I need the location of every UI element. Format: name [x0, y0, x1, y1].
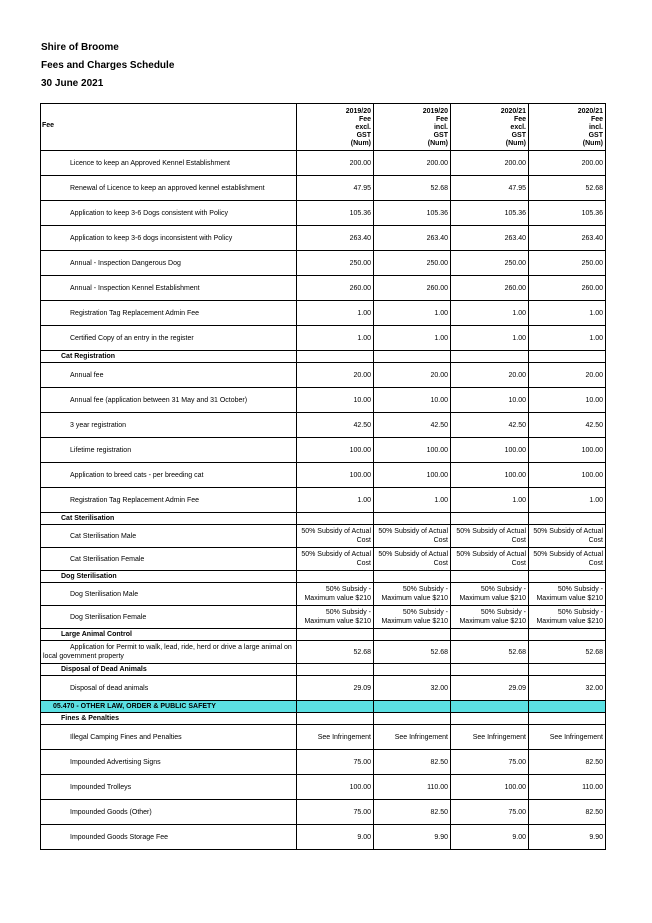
- fee-label: Registration Tag Replacement Admin Fee: [70, 309, 200, 317]
- section-header-row: [41, 664, 606, 676]
- section-label: Cat Sterilisation: [61, 515, 115, 522]
- fee-label: Annual - Inspection Kennel Establishment: [70, 284, 200, 292]
- fee-cell: [41, 413, 297, 438]
- column-header-line: 2019/20: [422, 108, 448, 115]
- table-row: [41, 725, 606, 750]
- fee-value-cell: [374, 351, 451, 363]
- fee-value-cell: 1.00: [374, 301, 451, 326]
- department-header-row: [41, 701, 606, 713]
- table-row: [41, 548, 606, 571]
- fee-value-cell: 47.95: [297, 176, 374, 201]
- fee-value-cell: 100.00: [297, 775, 374, 800]
- fee-value-cell: 82.50: [529, 800, 606, 825]
- section-label: Fines & Penalties: [61, 715, 119, 722]
- fee-label: Application to breed cats - per breeding cat: [70, 471, 204, 479]
- fee-value-cell: 110.00: [374, 775, 451, 800]
- table-row: [41, 251, 606, 276]
- fee-value-cell: 42.50: [297, 413, 374, 438]
- fee-value-cell: 105.36: [297, 201, 374, 226]
- fee-label: 3 year registration: [70, 421, 127, 429]
- fee-value-cell: [374, 664, 451, 676]
- column-header-line: excl.: [355, 124, 371, 131]
- fee-value-cell: 75.00: [297, 750, 374, 775]
- fee-value-cell: 250.00: [529, 251, 606, 276]
- table-row: [41, 606, 606, 629]
- fee-value-cell: 75.00: [451, 800, 529, 825]
- fee-value-cell: 50% Subsidy of Actual Cost: [374, 525, 451, 548]
- fee-value-cell: [297, 701, 374, 713]
- fee-value-cell: 1.00: [374, 326, 451, 351]
- fee-value-cell: [451, 513, 529, 525]
- fee-value-cell: [529, 351, 606, 363]
- fee-cell: [41, 701, 297, 713]
- fee-cell: [41, 725, 297, 750]
- fee-value-cell: 100.00: [529, 463, 606, 488]
- fee-value-cell: 105.36: [451, 201, 529, 226]
- column-header-line: GST: [511, 132, 526, 139]
- fee-value-cell: 10.00: [297, 388, 374, 413]
- fee-value-cell: 1.00: [374, 488, 451, 513]
- fee-value-cell: 50% Subsidy of Actual Cost: [297, 548, 374, 571]
- table-row: [41, 676, 606, 701]
- fee-value-cell: 29.09: [297, 676, 374, 701]
- fee-value-cell: 100.00: [451, 775, 529, 800]
- fee-cell: [41, 775, 297, 800]
- column-header-line: excl.: [510, 124, 526, 131]
- fee-value-cell: See Infringement: [451, 725, 529, 750]
- fee-value-cell: 52.68: [374, 641, 451, 664]
- fee-value-cell: 50% Subsidy - Maximum value $210: [529, 606, 606, 629]
- fee-value-cell: 100.00: [451, 463, 529, 488]
- fee-value-cell: 1.00: [451, 301, 529, 326]
- fee-label: Dog Sterilisation Male: [70, 590, 139, 598]
- table-row: [41, 388, 606, 413]
- fee-value-cell: [529, 664, 606, 676]
- fee-cell: [41, 606, 297, 629]
- fee-value-cell: 50% Subsidy - Maximum value $210: [297, 583, 374, 606]
- fee-label: Impounded Goods (Other): [70, 808, 152, 816]
- fee-cell: [41, 641, 297, 664]
- fee-value-cell: 20.00: [529, 363, 606, 388]
- table-row: [41, 488, 606, 513]
- fee-value-cell: 50% Subsidy - Maximum value $210: [451, 606, 529, 629]
- fee-value-cell: 52.68: [374, 176, 451, 201]
- fee-label: Impounded Goods Storage Fee: [70, 833, 169, 841]
- fee-value-cell: 9.00: [451, 825, 529, 850]
- fee-value-cell: 52.68: [297, 641, 374, 664]
- fee-label: Application for Permit to walk, lead, ride, herd or drive a large animal on local government property: [43, 644, 292, 660]
- fee-label: Application to keep 3-6 Dogs consistent with Policy: [70, 209, 228, 217]
- table-row: [41, 151, 606, 176]
- fee-value-cell: 50% Subsidy of Actual Cost: [529, 548, 606, 571]
- fee-value-cell: 250.00: [297, 251, 374, 276]
- section-header-row: [41, 713, 606, 725]
- fee-cell: [41, 571, 297, 583]
- table-row: [41, 413, 606, 438]
- fee-value-cell: See Infringement: [374, 725, 451, 750]
- fee-value-cell: 20.00: [297, 363, 374, 388]
- fee-label: Dog Sterilisation Female: [70, 613, 147, 621]
- fee-value-cell: 1.00: [451, 326, 529, 351]
- fee-value-cell: [374, 629, 451, 641]
- section-header-row: [41, 351, 606, 363]
- fee-value-cell: See Infringement: [297, 725, 374, 750]
- fee-value-cell: 260.00: [297, 276, 374, 301]
- org-name: Shire of Broome: [41, 42, 119, 53]
- fee-value-cell: 29.09: [451, 676, 529, 701]
- section-label: Cat Registration: [61, 353, 116, 360]
- fee-value-cell: [529, 629, 606, 641]
- fee-value-cell: 263.40: [529, 226, 606, 251]
- fee-cell: [41, 226, 297, 251]
- fee-cell: [41, 800, 297, 825]
- fee-value-cell: 250.00: [451, 251, 529, 276]
- fee-cell: [41, 176, 297, 201]
- table-body: [41, 151, 606, 850]
- fee-value-cell: 82.50: [374, 750, 451, 775]
- fee-value-cell: [374, 571, 451, 583]
- table-row: [41, 201, 606, 226]
- fee-cell: [41, 251, 297, 276]
- fee-value-cell: 100.00: [451, 438, 529, 463]
- fee-value-cell: 1.00: [451, 488, 529, 513]
- fee-value-cell: [297, 713, 374, 725]
- fee-cell: [41, 151, 297, 176]
- column-header-2019-20-excl: [297, 104, 374, 151]
- fee-cell: [41, 463, 297, 488]
- column-header-line: Fee: [435, 116, 448, 123]
- fee-cell: [41, 750, 297, 775]
- fee-label: Registration Tag Replacement Admin Fee: [70, 496, 200, 504]
- department-label: 05.470 - OTHER LAW, ORDER & PUBLIC SAFETY: [53, 703, 216, 710]
- fee-value-cell: 47.95: [451, 176, 529, 201]
- table-row: [41, 775, 606, 800]
- fee-cell: [41, 388, 297, 413]
- fee-cell: [41, 525, 297, 548]
- fee-value-cell: [297, 664, 374, 676]
- fee-value-cell: 52.68: [451, 641, 529, 664]
- fee-value-cell: 82.50: [529, 750, 606, 775]
- fee-value-cell: 50% Subsidy of Actual Cost: [451, 548, 529, 571]
- fee-label: Licence to keep an Approved Kennel Establishment: [70, 159, 230, 167]
- fee-cell: [41, 326, 297, 351]
- fee-label: Annual - Inspection Dangerous Dog: [70, 259, 181, 267]
- fee-value-cell: [297, 513, 374, 525]
- column-header-line: Fee: [513, 116, 526, 123]
- fee-value-cell: [529, 713, 606, 725]
- column-header-line: 2019/20: [345, 108, 371, 115]
- table-row: [41, 363, 606, 388]
- fee-value-cell: [451, 701, 529, 713]
- fee-cell: [41, 629, 297, 641]
- fee-value-cell: 42.50: [529, 413, 606, 438]
- fee-value-cell: 42.50: [451, 413, 529, 438]
- table-row: [41, 463, 606, 488]
- fee-value-cell: 75.00: [297, 800, 374, 825]
- fee-value-cell: 32.00: [529, 676, 606, 701]
- table-row: [41, 276, 606, 301]
- table-row: [41, 583, 606, 606]
- fee-cell: [41, 351, 297, 363]
- fee-value-cell: 200.00: [374, 151, 451, 176]
- column-header-line: (Num): [505, 140, 526, 147]
- fee-value-cell: 82.50: [374, 800, 451, 825]
- fee-value-cell: [529, 571, 606, 583]
- fee-value-cell: 20.00: [374, 363, 451, 388]
- fee-cell: [41, 363, 297, 388]
- fee-value-cell: 75.00: [451, 750, 529, 775]
- fee-value-cell: [374, 713, 451, 725]
- fee-value-cell: 260.00: [451, 276, 529, 301]
- fee-value-cell: 260.00: [374, 276, 451, 301]
- fee-value-cell: 110.00: [529, 775, 606, 800]
- column-header-2020-21-incl: [529, 104, 606, 151]
- fee-cell: [41, 825, 297, 850]
- fee-value-cell: 52.68: [529, 641, 606, 664]
- fee-value-cell: 50% Subsidy of Actual Cost: [297, 525, 374, 548]
- fee-value-cell: 100.00: [374, 463, 451, 488]
- fee-label: Illegal Camping Fines and Penalties: [70, 733, 182, 741]
- fee-label: Impounded Trolleys: [70, 783, 132, 791]
- section-label: Dog Sterilisation: [61, 573, 117, 580]
- fee-value-cell: 20.00: [451, 363, 529, 388]
- fee-value-cell: 1.00: [297, 301, 374, 326]
- fee-cell: [41, 201, 297, 226]
- fee-label: Lifetime registration: [70, 446, 132, 454]
- fee-value-cell: 200.00: [451, 151, 529, 176]
- fee-value-cell: 100.00: [297, 463, 374, 488]
- fee-value-cell: [451, 664, 529, 676]
- section-header-row: [41, 513, 606, 525]
- fee-value-cell: 42.50: [374, 413, 451, 438]
- fee-cell: [41, 548, 297, 571]
- fee-value-cell: 200.00: [529, 151, 606, 176]
- fee-cell: [41, 676, 297, 701]
- fee-value-cell: [297, 629, 374, 641]
- table-row: [41, 226, 606, 251]
- column-header-line: (Num): [350, 140, 371, 147]
- fee-value-cell: 100.00: [374, 438, 451, 463]
- fee-value-cell: [451, 629, 529, 641]
- column-header-line: GST: [433, 132, 448, 139]
- fee-value-cell: [529, 701, 606, 713]
- fee-label: Application to keep 3-6 dogs inconsistent with Policy: [70, 234, 233, 242]
- section-header-row: [41, 571, 606, 583]
- fee-value-cell: 100.00: [529, 438, 606, 463]
- column-header-line: incl.: [433, 124, 448, 131]
- section-label: Disposal of Dead Animals: [61, 666, 147, 673]
- section-header-row: [41, 629, 606, 641]
- table-row: [41, 825, 606, 850]
- fee-value-cell: 1.00: [529, 301, 606, 326]
- fee-value-cell: [374, 513, 451, 525]
- fee-value-cell: [451, 571, 529, 583]
- fee-value-cell: 1.00: [297, 488, 374, 513]
- column-header-line: Fee: [358, 116, 371, 123]
- fee-value-cell: 200.00: [297, 151, 374, 176]
- fee-value-cell: 1.00: [529, 488, 606, 513]
- column-header-line: 2020/21: [577, 108, 603, 115]
- fees-table: [40, 103, 606, 850]
- fee-cell: [41, 583, 297, 606]
- column-header-line: GST: [588, 132, 603, 139]
- table-row: [41, 438, 606, 463]
- fee-value-cell: 100.00: [297, 438, 374, 463]
- table-row: [41, 301, 606, 326]
- fee-value-cell: 52.68: [529, 176, 606, 201]
- fee-cell: [41, 664, 297, 676]
- fee-value-cell: 9.90: [374, 825, 451, 850]
- fee-value-cell: 10.00: [529, 388, 606, 413]
- column-header-fee: Fee: [41, 104, 297, 151]
- fee-value-cell: 50% Subsidy - Maximum value $210: [529, 583, 606, 606]
- fee-value-cell: 1.00: [297, 326, 374, 351]
- fee-value-cell: 105.36: [529, 201, 606, 226]
- fee-value-cell: 263.40: [451, 226, 529, 251]
- fee-cell: [41, 713, 297, 725]
- fee-cell: [41, 513, 297, 525]
- fee-value-cell: 1.00: [529, 326, 606, 351]
- fee-value-cell: 10.00: [451, 388, 529, 413]
- fee-label: Annual fee (application between 31 May and 31 October): [70, 396, 248, 404]
- table-row: [41, 176, 606, 201]
- fee-value-cell: 50% Subsidy - Maximum value $210: [374, 583, 451, 606]
- fee-label: Disposal of dead animals: [70, 684, 149, 692]
- table-row: [41, 641, 606, 664]
- fee-value-cell: 9.90: [529, 825, 606, 850]
- fee-value-cell: [374, 701, 451, 713]
- fee-label: Cat Sterilisation Female: [70, 555, 145, 563]
- fee-value-cell: 9.00: [297, 825, 374, 850]
- table-row: [41, 525, 606, 548]
- fee-label: Cat Sterilisation Male: [70, 532, 137, 540]
- fee-cell: [41, 438, 297, 463]
- fee-value-cell: [529, 513, 606, 525]
- column-header-line: incl.: [588, 124, 603, 131]
- column-header-line: GST: [356, 132, 371, 139]
- column-header-2019-20-incl: [374, 104, 451, 151]
- fee-label: Certified Copy of an entry in the register: [70, 334, 194, 342]
- column-header-line: (Num): [582, 140, 603, 147]
- table-row: [41, 750, 606, 775]
- fee-value-cell: 263.40: [374, 226, 451, 251]
- fee-value-cell: 32.00: [374, 676, 451, 701]
- fee-value-cell: 250.00: [374, 251, 451, 276]
- column-header-2020-21-excl: [451, 104, 529, 151]
- fee-value-cell: 50% Subsidy - Maximum value $210: [374, 606, 451, 629]
- table-row: [41, 326, 606, 351]
- column-header-line: Fee: [590, 116, 603, 123]
- fee-label: Renewal of Licence to keep an approved kennel establishment: [70, 184, 265, 192]
- fee-cell: [41, 488, 297, 513]
- column-header-line: (Num): [427, 140, 448, 147]
- fee-value-cell: [451, 713, 529, 725]
- fee-value-cell: [297, 571, 374, 583]
- fee-value-cell: See Infringement: [529, 725, 606, 750]
- fee-value-cell: 50% Subsidy of Actual Cost: [529, 525, 606, 548]
- fee-value-cell: 50% Subsidy of Actual Cost: [451, 525, 529, 548]
- table-row: [41, 800, 606, 825]
- fee-label: Annual fee: [70, 371, 104, 379]
- fee-value-cell: 50% Subsidy - Maximum value $210: [451, 583, 529, 606]
- fee-value-cell: [451, 351, 529, 363]
- fee-value-cell: 260.00: [529, 276, 606, 301]
- column-header-line: 2020/21: [500, 108, 526, 115]
- fee-value-cell: 50% Subsidy - Maximum value $210: [297, 606, 374, 629]
- fee-value-cell: 263.40: [297, 226, 374, 251]
- fee-label: Impounded Advertising Signs: [70, 758, 161, 766]
- fee-value-cell: 10.00: [374, 388, 451, 413]
- fee-cell: [41, 301, 297, 326]
- fee-cell: [41, 276, 297, 301]
- document-date: 30 June 2021: [41, 78, 104, 89]
- section-label: Large Animal Control: [61, 631, 132, 638]
- fee-value-cell: 105.36: [374, 201, 451, 226]
- fee-value-cell: [297, 351, 374, 363]
- fee-value-cell: 50% Subsidy of Actual Cost: [374, 548, 451, 571]
- table-header-row: [41, 104, 606, 151]
- document-title: Fees and Charges Schedule: [41, 60, 175, 71]
